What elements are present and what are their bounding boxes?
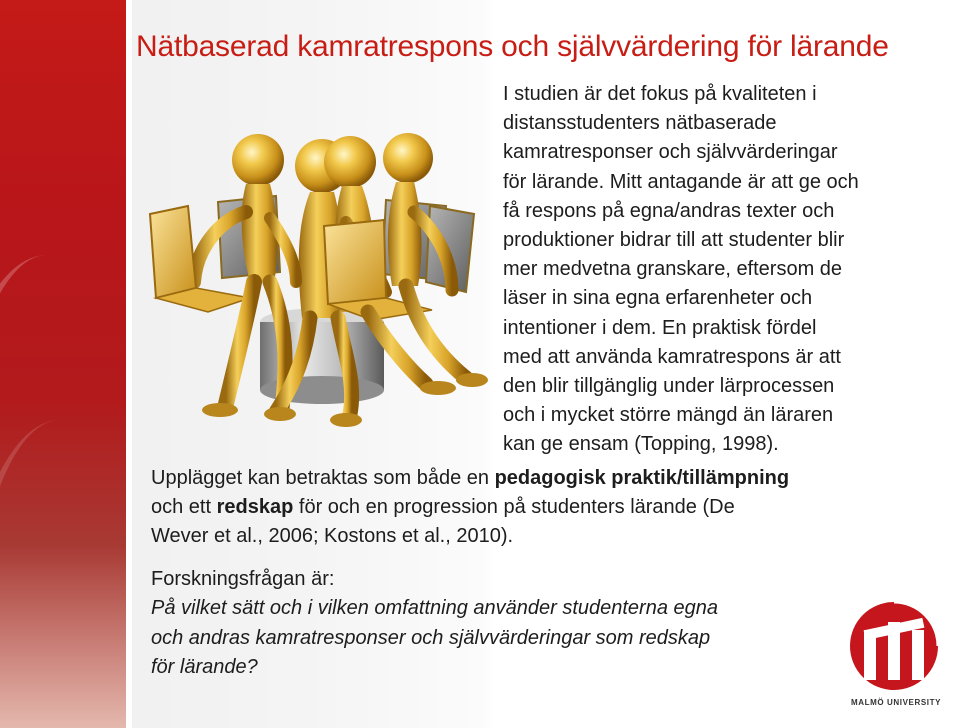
gold-figures-laptops-icon [146, 122, 492, 432]
intro-line: få respons på egna/andras texter och [503, 199, 835, 222]
approach-line: Wever et al., 2006; Kostons et al., 2010). [151, 525, 514, 548]
question-line: och andras kamratresponser och självvärderingar som redskap [151, 626, 711, 649]
research-question [151, 594, 851, 683]
intro-line: distansstudenters nätbaserade [503, 112, 777, 135]
red-side-band [0, 0, 130, 728]
intro-line: den blir tillgänglig under lärprocessen [503, 375, 835, 398]
approach-bold-text: redskap [216, 496, 294, 519]
intro-line: kamratresponser och självvärderingar [503, 141, 838, 164]
logo-text: MALMÖ UNIVERSITY [850, 698, 942, 707]
slide-title: Nätbaserad kamratrespons och självvärdering för lärande [136, 30, 889, 63]
intro-paragraph [503, 80, 953, 460]
malmo-university-logo-icon [844, 600, 944, 712]
intro-line: kan ge ensam (Topping, 1998). [503, 433, 779, 456]
approach-line [151, 493, 941, 522]
intro-line: läser in sina egna erfarenheter och [503, 287, 813, 310]
approach-text: för och en progression på studenters lärande (De [293, 496, 735, 519]
approach-bold-text: pedagogisk praktik/tillämpning [494, 467, 790, 489]
research-question-label: Forskningsfrågan är: [151, 568, 335, 590]
approach-text: och ett [151, 496, 217, 519]
intro-line: I studien är det fokus på kvaliteten i [503, 83, 817, 105]
intro-line: och i mycket större mängd än läraren [503, 404, 834, 427]
intro-line: för lärande. Mitt antagande är att ge och [503, 170, 859, 193]
intro-line: produktioner bidrar till att studenter blir [503, 229, 845, 252]
question-line: På vilket sätt och i vilken omfattning använder studenterna egna [151, 597, 719, 619]
question-line: för lärande? [151, 656, 258, 679]
approach-line [151, 464, 941, 493]
intro-line: mer medvetna granskare, eftersom de [503, 258, 843, 281]
intro-line: intentioner i dem. En praktisk fördel [503, 316, 817, 339]
band-divider [126, 0, 132, 728]
approach-paragraph [151, 464, 941, 552]
intro-line: med att använda kamratrespons är att [503, 345, 841, 368]
approach-text: Upplägget kan betraktas som både en [151, 467, 495, 489]
